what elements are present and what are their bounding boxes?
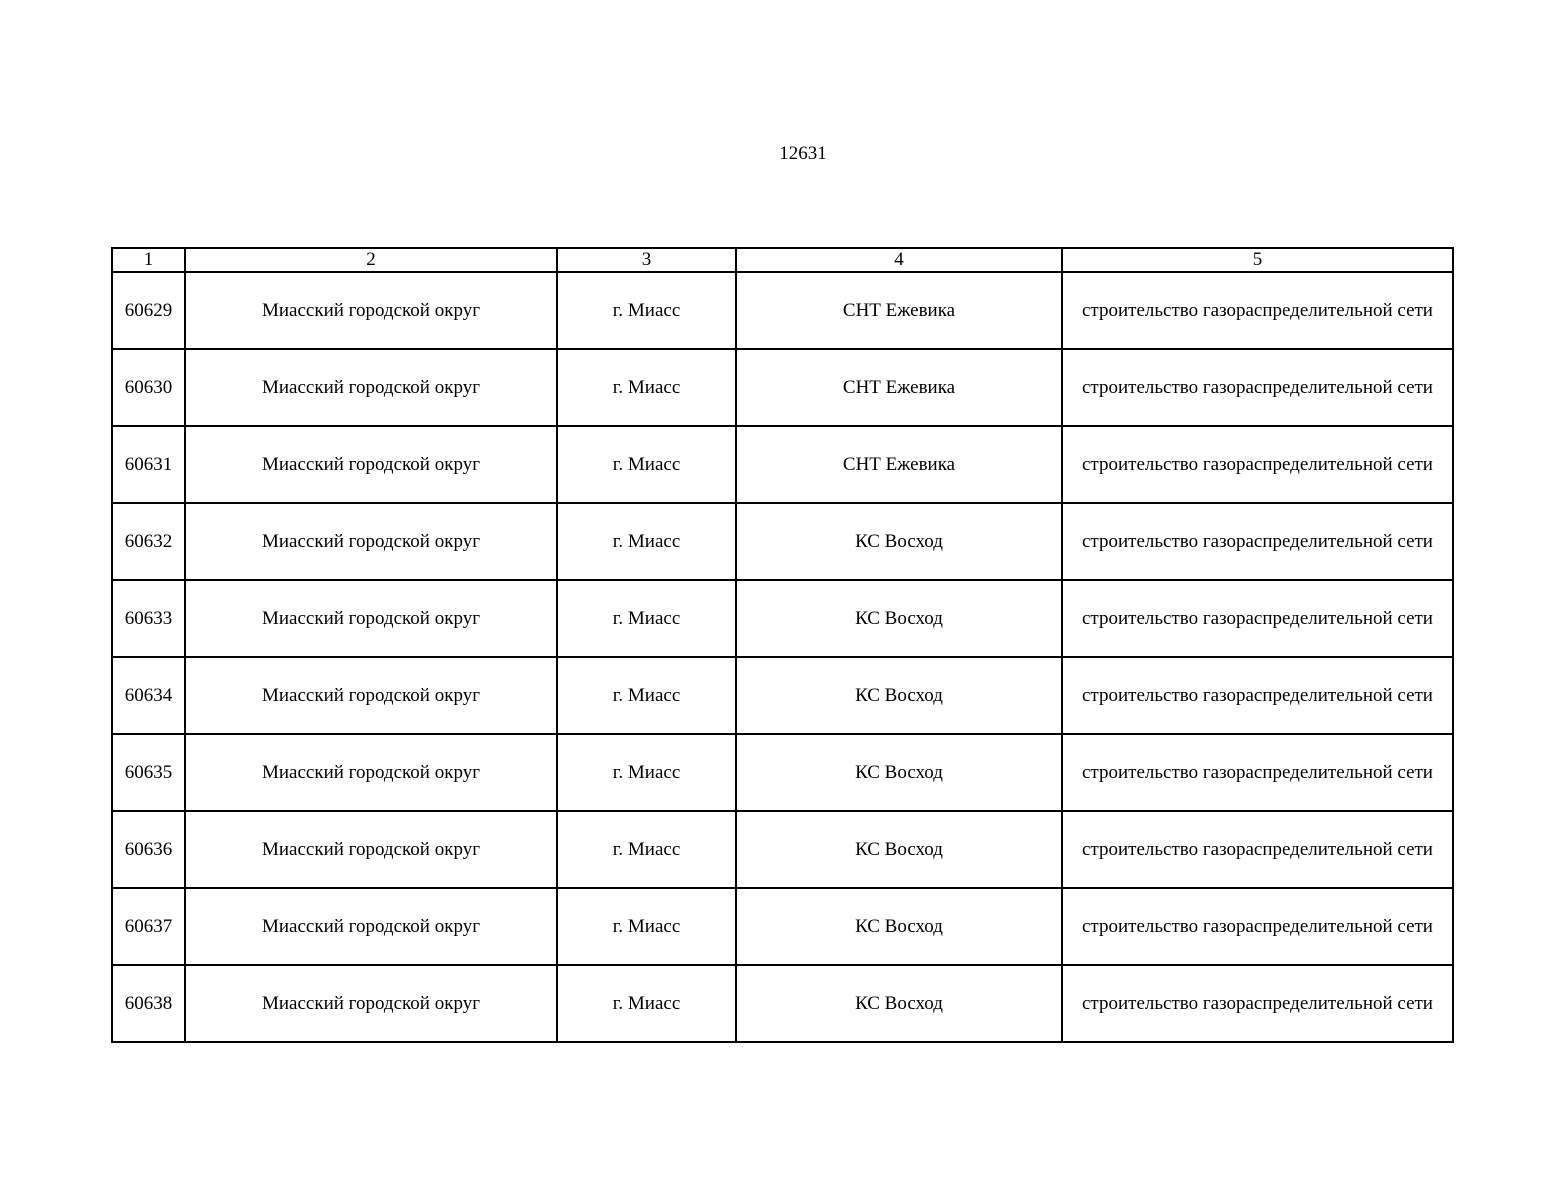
cell-settlement: КС Восход: [736, 965, 1062, 1042]
cell-number: 60638: [112, 965, 185, 1042]
cell-settlement: СНТ Ежевика: [736, 349, 1062, 426]
table-row: [112, 272, 1453, 349]
cell-number: 60633: [112, 580, 185, 657]
cell-purpose: строительство газораспределительной сети: [1062, 503, 1453, 580]
page-number: 12631: [779, 143, 827, 164]
cell-city: г. Миасс: [557, 965, 736, 1042]
cell-district: Миасский городской округ: [185, 580, 557, 657]
cell-district: Миасский городской округ: [185, 734, 557, 811]
cell-settlement: КС Восход: [736, 888, 1062, 965]
table-row: [112, 657, 1453, 734]
cell-city: г. Миасс: [557, 657, 736, 734]
cell-number: 60630: [112, 349, 185, 426]
cell-settlement: КС Восход: [736, 811, 1062, 888]
cell-district: Миасский городской округ: [185, 503, 557, 580]
cell-purpose: строительство газораспределительной сети: [1062, 426, 1453, 503]
cell-district: Миасский городской округ: [185, 811, 557, 888]
cell-district: Миасский городской округ: [185, 272, 557, 349]
column-header-5: 5: [1062, 248, 1453, 272]
cell-city: г. Миасс: [557, 888, 736, 965]
cell-number: 60635: [112, 734, 185, 811]
cell-purpose: строительство газораспределительной сети: [1062, 272, 1453, 349]
cell-purpose: строительство газораспределительной сети: [1062, 657, 1453, 734]
cell-purpose: строительство газораспределительной сети: [1062, 965, 1453, 1042]
table-row: [112, 811, 1453, 888]
table-row: [112, 503, 1453, 580]
cell-city: г. Миасс: [557, 503, 736, 580]
cell-settlement: КС Восход: [736, 503, 1062, 580]
cell-purpose: строительство газораспределительной сети: [1062, 734, 1453, 811]
column-header-3: 3: [557, 248, 736, 272]
cell-purpose: строительство газораспределительной сети: [1062, 580, 1453, 657]
cell-city: г. Миасс: [557, 580, 736, 657]
cell-settlement: СНТ Ежевика: [736, 272, 1062, 349]
table-row: [112, 734, 1453, 811]
cell-city: г. Миасс: [557, 349, 736, 426]
cell-number: 60632: [112, 503, 185, 580]
cell-city: г. Миасс: [557, 426, 736, 503]
table-row: [112, 965, 1453, 1042]
cell-district: Миасский городской округ: [185, 349, 557, 426]
table-row: [112, 426, 1453, 503]
table-row: [112, 888, 1453, 965]
column-header-1: 1: [112, 248, 185, 272]
column-header-4: 4: [736, 248, 1062, 272]
cell-district: Миасский городской округ: [185, 888, 557, 965]
cell-district: Миасский городской округ: [185, 965, 557, 1042]
cell-city: г. Миасс: [557, 272, 736, 349]
cell-settlement: КС Восход: [736, 657, 1062, 734]
table-row: [112, 580, 1453, 657]
cell-city: г. Миасс: [557, 734, 736, 811]
cell-settlement: КС Восход: [736, 734, 1062, 811]
cell-district: Миасский городской округ: [185, 426, 557, 503]
cell-purpose: строительство газораспределительной сети: [1062, 888, 1453, 965]
table-header-row: [112, 248, 1453, 272]
cell-number: 60636: [112, 811, 185, 888]
table-row: [112, 349, 1453, 426]
cell-purpose: строительство газораспределительной сети: [1062, 349, 1453, 426]
cell-city: г. Миасс: [557, 811, 736, 888]
cell-number: 60637: [112, 888, 185, 965]
column-header-2: 2: [185, 248, 557, 272]
cell-number: 60634: [112, 657, 185, 734]
cell-number: 60629: [112, 272, 185, 349]
cell-purpose: строительство газораспределительной сети: [1062, 811, 1453, 888]
data-table: [111, 247, 1454, 1043]
cell-settlement: СНТ Ежевика: [736, 426, 1062, 503]
cell-settlement: КС Восход: [736, 580, 1062, 657]
cell-number: 60631: [112, 426, 185, 503]
cell-district: Миасский городской округ: [185, 657, 557, 734]
